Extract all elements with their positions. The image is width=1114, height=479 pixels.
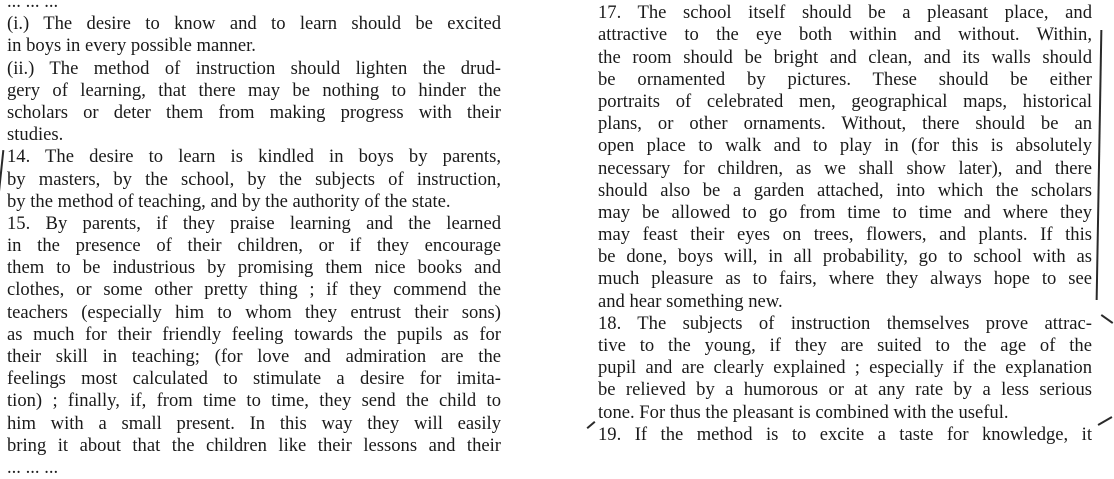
text-line: much pleasure as to fairs, where they always hope to see <box>598 268 1092 290</box>
text-line: bring it about that the children like their lessons and their <box>7 434 501 456</box>
text-line: (ii.) The method of instruction should lighten the drud- <box>7 57 501 79</box>
text-line: should also be a garden attached, into which the scholars <box>598 179 1092 201</box>
text-line: be done, boys will, in all probability, go to school with as <box>598 246 1092 268</box>
text-line: pupil and are clearly explained ; especially if the explanation <box>598 357 1092 379</box>
text-line: and hear something new. <box>598 290 783 312</box>
text-line: necessary for children, as we shall show later), and there <box>598 157 1092 179</box>
right-column <box>598 0 1092 446</box>
text-line: 18. The subjects of instruction themselves prove attrac- <box>598 312 1092 334</box>
text-line: by the method of teaching, and by the authority of the state. <box>7 190 451 212</box>
text-line: open place to walk and to play in (for this is absolutely <box>598 135 1092 157</box>
text-line: tone. For thus the pleasant is combined with the useful. <box>598 401 1009 423</box>
text-line: may feast their eyes on trees, flowers, and plants. If this <box>598 224 1092 246</box>
text-line: them to be industrious by promising them nice books and <box>7 257 501 279</box>
text-line: 17. The school itself should be a pleasant place, and <box>598 2 1092 24</box>
text-line: portraits of celebrated men, geographical maps, historical <box>598 90 1092 112</box>
text-line: tive to the young, if they are suited to the age of the <box>598 335 1092 356</box>
text-line: the room should be bright and clean, and its walls should <box>598 46 1092 68</box>
text-line: clothes, or some other pretty thing ; if they commend the <box>7 279 501 301</box>
text-line: may be allowed to go from time to time and where they <box>598 201 1092 223</box>
text-line: gery of learning, that there may be nothing to hinder the <box>7 79 501 101</box>
text-line: 14. The desire to learn is kindled in boys by parents, <box>7 146 501 168</box>
text-line: him with a small present. In this way they will easily <box>7 412 501 434</box>
text-line: be ornamented by pictures. These should be either <box>598 68 1092 90</box>
scan-margin-stroke <box>587 421 596 429</box>
text-line: plans, or other ornaments. Without, there should be an <box>598 113 1092 135</box>
scan-margin-stroke <box>0 150 4 195</box>
text-line: ... ... ... <box>7 0 59 12</box>
left-column <box>7 0 501 479</box>
text-line: be relieved by a humorous or at any rate by a less serious <box>598 379 1092 401</box>
text-line: tion) ; finally, if, from time to time, they send the child to <box>7 390 501 412</box>
scan-margin-stroke <box>1096 30 1103 300</box>
text-line: as much for their friendly feeling towards the pupils as for <box>7 323 501 345</box>
scan-margin-stroke <box>1101 314 1114 324</box>
text-line: scholars or deter them from making progress with their <box>7 101 501 123</box>
text-line: their skill in teaching; (for love and admiration are the <box>7 346 501 367</box>
text-line: by masters, by the school, by the subjects of instruction, <box>7 168 501 190</box>
scan-margin-stroke <box>1098 416 1113 426</box>
text-line: 15. By parents, if they praise learning and the learned <box>7 212 501 234</box>
text-line: attractive to the eye both within and without. Within, <box>598 24 1092 46</box>
text-line: in the presence of their children, or if they encourage <box>7 235 501 257</box>
text-line: feelings most calculated to stimulate a desire for imita- <box>7 368 501 390</box>
text-line: in boys in every possible manner. <box>7 35 256 57</box>
text-line: teachers (especially him to whom they entrust their sons) <box>7 301 501 323</box>
text-line: ... ... ... <box>7 456 59 478</box>
text-line: 19. If the method is to excite a taste for knowledge, it <box>598 423 1092 445</box>
text-line: studies. <box>7 124 64 146</box>
text-line: (i.) The desire to know and to learn should be excited <box>7 13 501 35</box>
